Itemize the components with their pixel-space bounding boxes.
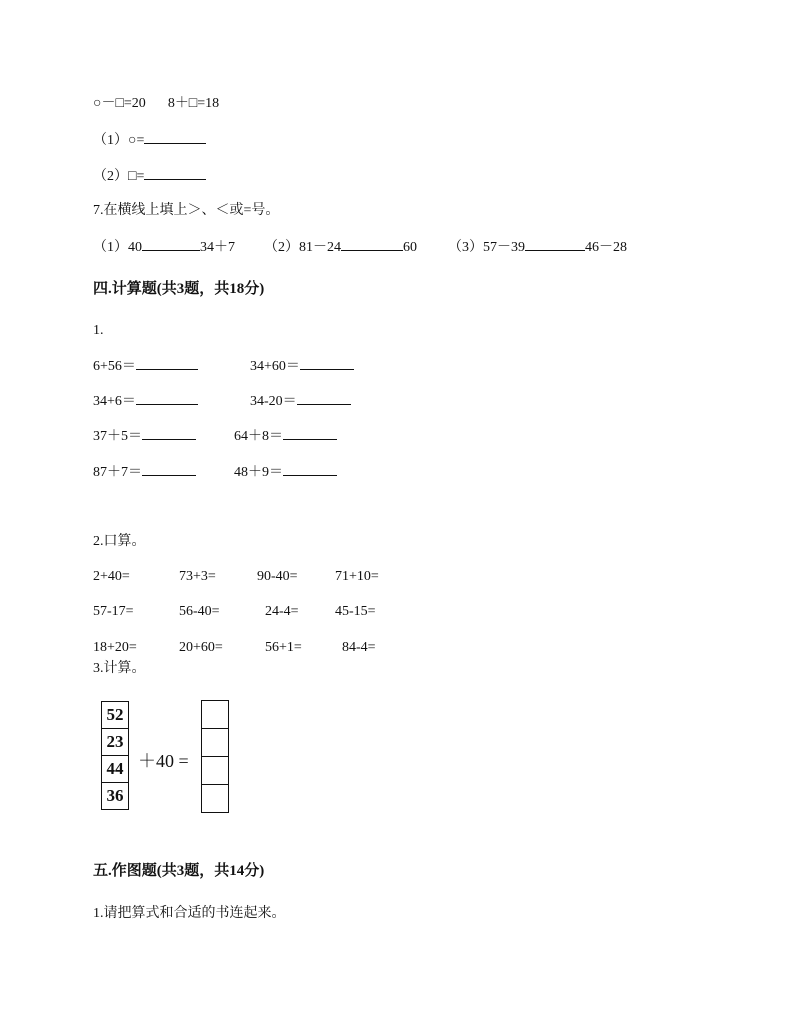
section4-title: 四.计算题(共3题，共18分) (93, 281, 265, 297)
s4q2-cell: 24-4= (265, 604, 299, 619)
q6-part2-text: □= (128, 169, 145, 184)
s4q1-row-4b (234, 463, 337, 482)
s4q1-row-3 (93, 427, 196, 446)
q7-item1-left: 40 (128, 240, 142, 255)
s4q1-expr: 87＋7＝ (93, 465, 142, 480)
q7-item2-left: 81－24 (299, 240, 341, 255)
s4q1-expr: 48＋9＝ (234, 465, 283, 480)
s4q1-expr: 64＋8＝ (234, 429, 283, 444)
s4q1-row-3b (234, 427, 337, 446)
q6-part2-blank[interactable] (144, 167, 206, 180)
q7-item1 (93, 240, 239, 255)
s4q2-cell: 18+20= (93, 640, 137, 655)
s4q1-blank[interactable] (142, 427, 196, 440)
s4q1-expr: 34+6＝ (93, 394, 136, 409)
s4q1-blank[interactable] (283, 427, 337, 440)
s4q2-cell: 71+10= (335, 569, 379, 584)
q7-item3-left: 57－39 (483, 240, 525, 255)
q7-item2-right: 60 (403, 240, 417, 255)
s4q2-cell: 56-40= (179, 604, 220, 619)
q7-title: 7.在横线上填上＞、＜或=号。 (93, 203, 280, 218)
s4q3-number-column (101, 702, 129, 810)
q6-part1-blank[interactable] (144, 131, 206, 144)
s4q1-row-4 (93, 463, 196, 482)
s4q3-number: 23 (101, 728, 129, 756)
q6-equations (93, 95, 219, 113)
q7-item3-blank[interactable] (525, 238, 585, 251)
s4q2-title: 2.口算。 (93, 534, 146, 549)
s4q1-blank[interactable] (283, 463, 337, 476)
q6-eq1: ○－□=20 (93, 96, 146, 111)
s4q1-blank[interactable] (136, 392, 198, 405)
s4q2-cell: 56+1= (265, 640, 302, 655)
s4q3-number: 36 (101, 782, 129, 810)
s4q3-number: 52 (101, 701, 129, 729)
s4q3-answer-column (201, 701, 229, 813)
s4q3-answer-box[interactable] (201, 756, 229, 785)
q7-item1-blank[interactable] (142, 238, 200, 251)
q7-item1-label: （1） (93, 240, 128, 255)
s4q1-row-2 (93, 392, 198, 411)
s4q2-cell: 84-4= (342, 640, 376, 655)
q6-part1-label: （1） (93, 133, 128, 148)
s4q1-blank[interactable] (142, 463, 196, 476)
q6-part1 (93, 131, 206, 150)
s4q1-blank[interactable] (136, 357, 198, 370)
q7-item2-label: （2） (264, 240, 299, 255)
s4q1-expr: 6+56＝ (93, 359, 136, 374)
s4q1-label: 1. (93, 323, 104, 338)
s4q3-operation: ＋40 = (138, 751, 189, 771)
s4q2-cell: 20+60= (179, 640, 223, 655)
s4q1-blank[interactable] (300, 357, 354, 370)
q7-item1-right: 34＋7 (200, 240, 235, 255)
q6-part2-label: （2） (93, 169, 128, 184)
section5-title: 五.作图题(共3题，共14分) (93, 863, 265, 879)
s4q2-cell: 2+40= (93, 569, 130, 584)
s4q1-expr: 37＋5＝ (93, 429, 142, 444)
q6-eq2: 8＋□=18 (167, 96, 220, 111)
s5q1-text: 1.请把算式和合适的书连起来。 (93, 906, 286, 921)
s4q1-row-1b (250, 357, 354, 376)
q6-part1-text: ○= (128, 133, 145, 148)
s4q1-blank[interactable] (297, 392, 351, 405)
q7-items (93, 238, 627, 257)
q7-item3-right: 46－28 (585, 240, 627, 255)
s4q2-cell: 73+3= (179, 569, 216, 584)
s4q3-number: 44 (101, 755, 129, 783)
q7-item2-blank[interactable] (341, 238, 403, 251)
q6-part2 (93, 167, 206, 186)
q7-item2 (264, 240, 421, 255)
s4q2-cell: 90-40= (257, 569, 298, 584)
s4q1-row-2b (250, 392, 351, 411)
s4q2-cell: 57-17= (93, 604, 134, 619)
s4q3-answer-box[interactable] (201, 784, 229, 813)
s4q1-expr: 34-20＝ (250, 394, 297, 409)
s4q3-title: 3.计算。 (93, 661, 146, 676)
q7-item3 (448, 240, 627, 255)
s4q3-answer-box[interactable] (201, 700, 229, 729)
q7-item3-label: （3） (448, 240, 483, 255)
s4q3-answer-box[interactable] (201, 728, 229, 757)
s4q2-cell: 45-15= (335, 604, 376, 619)
s4q1-expr: 34+60＝ (250, 359, 300, 374)
s4q1-row-1 (93, 357, 198, 376)
